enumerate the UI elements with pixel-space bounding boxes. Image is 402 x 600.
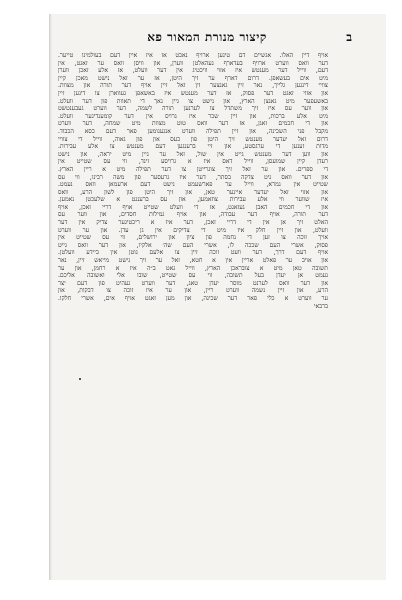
body-text — [58, 52, 328, 322]
text-line: האלט זיך אן אין די דריי זאכן, דער איז א ריכטיגער צדיק אין דער — [58, 219, 328, 227]
text-line: דרום זאל יעדער מענטש זיך היטן פון כעס און פון גאוה, ווייל די צוויי — [58, 135, 328, 143]
text-line: רעדן קיין שמועסן, ווייל דאס איז א גרויסע זינד, ווי עס שטייט אין — [58, 158, 328, 166]
text-line: און אזוי זאל יעדער איינער טאן, און זיך היטן פון לשון הרע, וואס — [58, 188, 328, 196]
text-line: תשובה טאן מיט א צובראכן הארץ, ווייל גאט ב״ה איז א רחמן, און ער — [58, 264, 328, 272]
text-line: מיט אים בעשאפן. דרום דארף ער זיך היטן, אז ער זאל נישט מאכן קיין — [58, 74, 328, 82]
text-line: און אזוי זאגט דער פסוק, אז דער מענטש איז באשאפן געווארן צו דינען זיין — [58, 89, 328, 97]
speck-mark — [79, 378, 81, 380]
running-title: קיצור מנורת המאור פא — [147, 30, 267, 44]
text-line: און דער וואס לערנט מוסר יעדן טאג, דער ווערט געהיט פון דעם יצר — [58, 279, 328, 287]
text-line: און אויב ער פאלט אריין אין א חטא, זאל ער זיך נישט מייאש זיין, נאר — [58, 257, 328, 265]
text-line: און די חכמים האבן געזאגט, אז די וועלט שטייט אויף דריי זאכן, אויף — [58, 203, 328, 211]
text-line: די ספרים. און ער זאל זיך צוגרייטן צו דער תפילה מיט א ריין הארץ. — [58, 165, 328, 173]
text-line: און דער וואס גיט צדקה בסתר, דער איז גרעסער פון משה רבינו, ווי עס — [58, 173, 328, 181]
text-line: שטייט אין גמרא, ווייל ער פארשעמט נישט דעם ארעמאן וואס נעמט. — [58, 181, 328, 189]
text-line: אויף דיין האלו. אגשיים דם טינען ארויף נאכט אז איז איין דעם בעולמינו טייער. — [58, 52, 328, 59]
text-line: איז שווער ווי אלע עבירות צוזאמען, און עס ברענגט א שלעכטן נאמען. — [58, 196, 328, 204]
text-line: אויך זוכה צו זען די נחמה פון ציון און ירושלים, ווי עס שטייט אין — [58, 234, 328, 242]
text-line: אויף דעם דרך, דער וועט זוכה זיין צו אלעם גוטן אין ביידע וועלטן. — [58, 249, 328, 257]
text-line: נעמט אן יעדן בעל תשובה, ווי עס שטייט, שובו אלי ואשובה אליכם. — [58, 272, 328, 280]
text-line: צוויי דינגען גלייך, נאר זיין גאנצער זין זאל זיין אויף דער תורה און מצוות. — [58, 82, 328, 90]
text-line: באשעפער מיט גאנצן הארץ, און נישט צו גיין נאך די תאוות פון דער וועלט. — [58, 97, 328, 105]
text-line: מיט אלע ברכות, און זיין שכר איז גרויס אין דער קומענדיגער וועלט. — [58, 112, 328, 120]
leaf-edge-shadow — [49, 14, 52, 580]
text-line: דעם, ווייל דער מענטש איז אזוי וויכטיג אין דער וועלט, אז אלע זאכן ווערן — [58, 67, 328, 75]
text-line: פסוק, אשרי העם שככה לו, אשרי העם שה׳ אלקיו, און דער וואס גייט — [58, 241, 328, 249]
text-line: הרע, און זיין נשמה ווערט ריין, און ער איז זוכה צו דבקות, און — [58, 287, 328, 295]
text-line: דער וואס ווערט ארויף בעדארף געהאלטן ווערן, און וויסן וואס ער זאגט, אין — [58, 59, 328, 67]
page-header — [62, 30, 352, 46]
text-line: מקבל פני השכינה, און זיין תפילה ווערט אנגענומען פאר דעם כסא הכבוד. — [58, 127, 328, 135]
text-line: און די חכמים זאגן, אז דער וואס טוט מצוות מיט שמחה, דער ווערט — [58, 120, 328, 128]
text-line: מדות זענען די ערגסטע, און זיי ברענגען דעם מענטש צו אלע עבירות. — [58, 143, 328, 151]
page-number: ב — [346, 30, 352, 44]
text-line: דער תורה, אויף דער עבודה, און אויף גמילות חסדים, און ווער עס — [58, 211, 328, 219]
text-line: וועלט, און זיין חלק איז מיט די צדיקים אין גן עדן. און ער ווערט — [58, 226, 328, 234]
text-line: און ווער עס איז זיך משתדל צו לערנען תורה לשמה, דער ווערט געבענטשט — [58, 105, 328, 113]
text-line: און ווען דער מענטש גייט אין שול, זאל ער גיין מיט יראה, און נישט — [58, 150, 328, 158]
text-line: ברבאי — [313, 302, 328, 310]
text-line: ער ווערט א כלי פאר דער שכינה, און מען זאגט אויף אים, אשרי חלקו. — [58, 295, 328, 302]
